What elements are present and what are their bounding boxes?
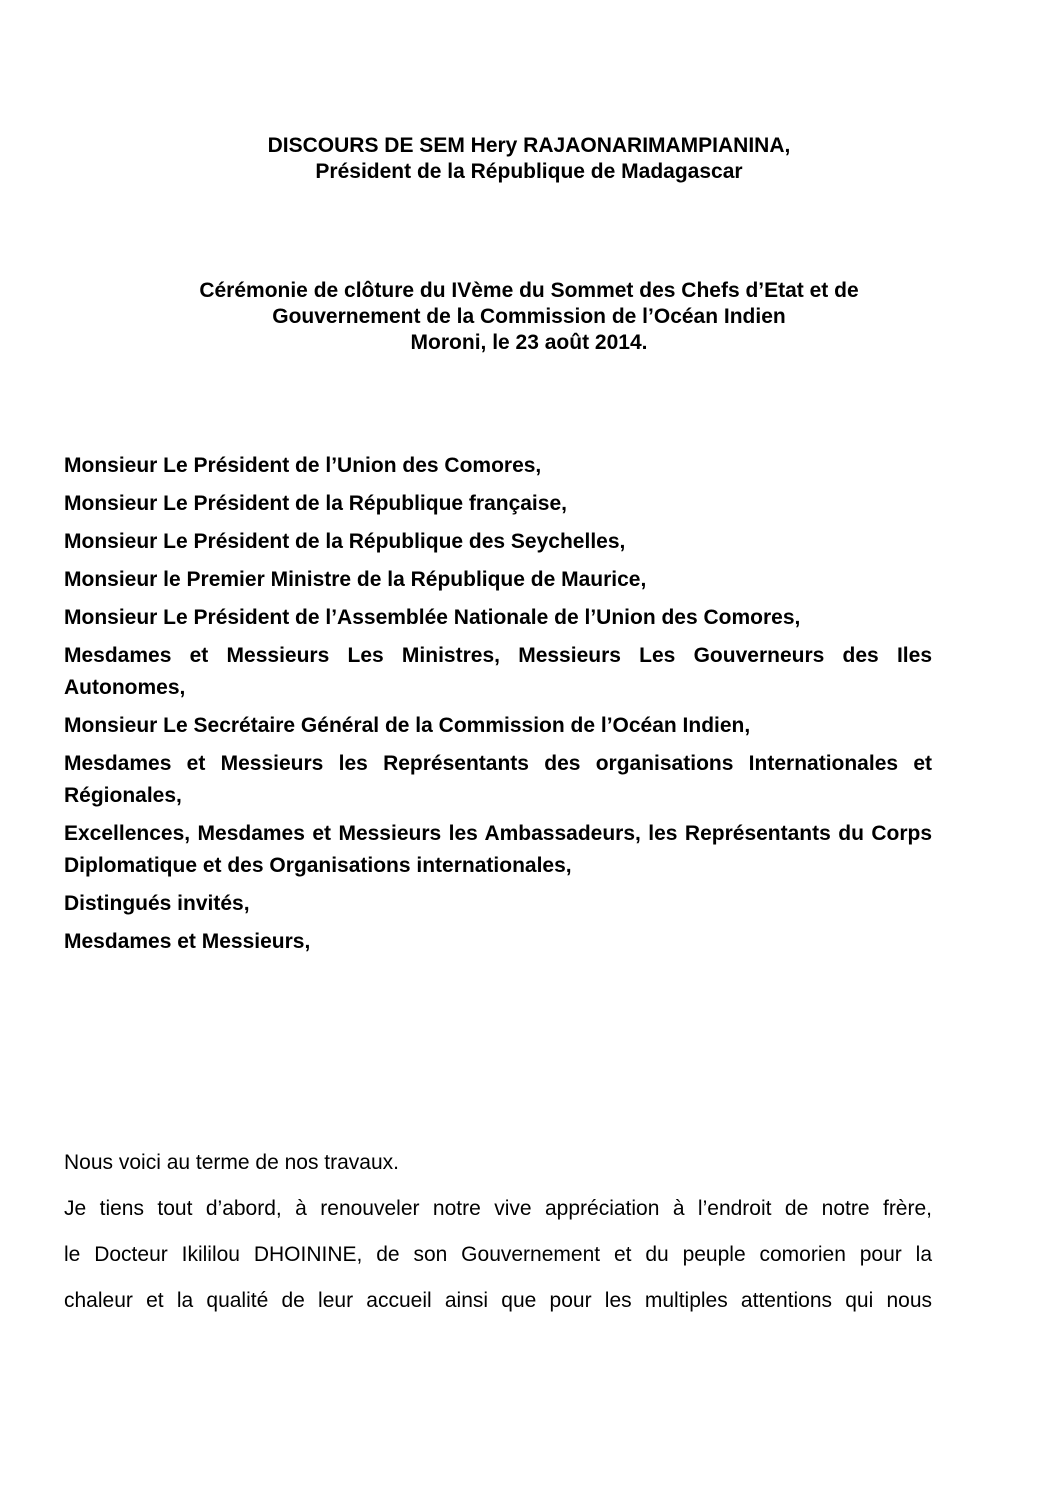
salutation-item: Excellences, Mesdames et Messieurs les Ambassadeurs, les Représentants du Corps Diplomatique et des Organisations internationales, (64, 822, 932, 877)
body-line: chaleur et la qualité de leur accueil ainsi que pour les multiples attentions qui nous (64, 1289, 932, 1312)
salutations-list (64, 450, 932, 964)
body-line: le Docteur Ikililou DHOININE, de son Gouvernement et du peuple comorien pour la (64, 1243, 932, 1266)
salutation-item: Monsieur Le Secrétaire Général de la Commission de l’Océan Indien, (64, 714, 751, 737)
salutation-item: Monsieur le Premier Ministre de la République de Maurice, (64, 568, 647, 591)
salutation-item: Monsieur Le Président de la République des Seychelles, (64, 530, 626, 553)
body-paragraph-1: Nous voici au terme de nos travaux. (64, 1151, 399, 1174)
event-title-line-1: Cérémonie de clôture du IVème du Sommet des Chefs d’Etat et de (199, 279, 859, 302)
salutation-item: Monsieur Le Président de l’Assemblée Nationale de l’Union des Comores, (64, 606, 801, 629)
body-paragraph-2 (64, 1186, 932, 1324)
speech-header (64, 133, 994, 185)
event-header (64, 278, 994, 356)
salutation-item: Mesdames et Messieurs, (64, 930, 311, 953)
speech-title: DISCOURS DE SEM Hery RAJAONARIMAMPIANINA, (267, 134, 791, 157)
speech-body (64, 1140, 932, 1324)
salutation-item: Mesdames et Messieurs les Représentants des organisations Internationales et Régionales, (64, 752, 932, 807)
salutation-item: Monsieur Le Président de la République française, (64, 492, 567, 515)
salutation-item: Monsieur Le Président de l’Union des Comores, (64, 454, 542, 477)
body-line: Je tiens tout d’abord, à renouveler notre vive appréciation à l’endroit de notre frère, (64, 1197, 932, 1220)
salutation-item: Mesdames et Messieurs Les Ministres, Messieurs Les Gouverneurs des Iles Autonomes, (64, 644, 932, 699)
salutation-item: Distingués invités, (64, 892, 250, 915)
event-title-line-2: Gouvernement de la Commission de l’Océan Indien (272, 305, 786, 328)
event-date-place: Moroni, le 23 août 2014. (410, 331, 648, 354)
speaker-role: Président de la République de Madagascar (315, 160, 743, 183)
